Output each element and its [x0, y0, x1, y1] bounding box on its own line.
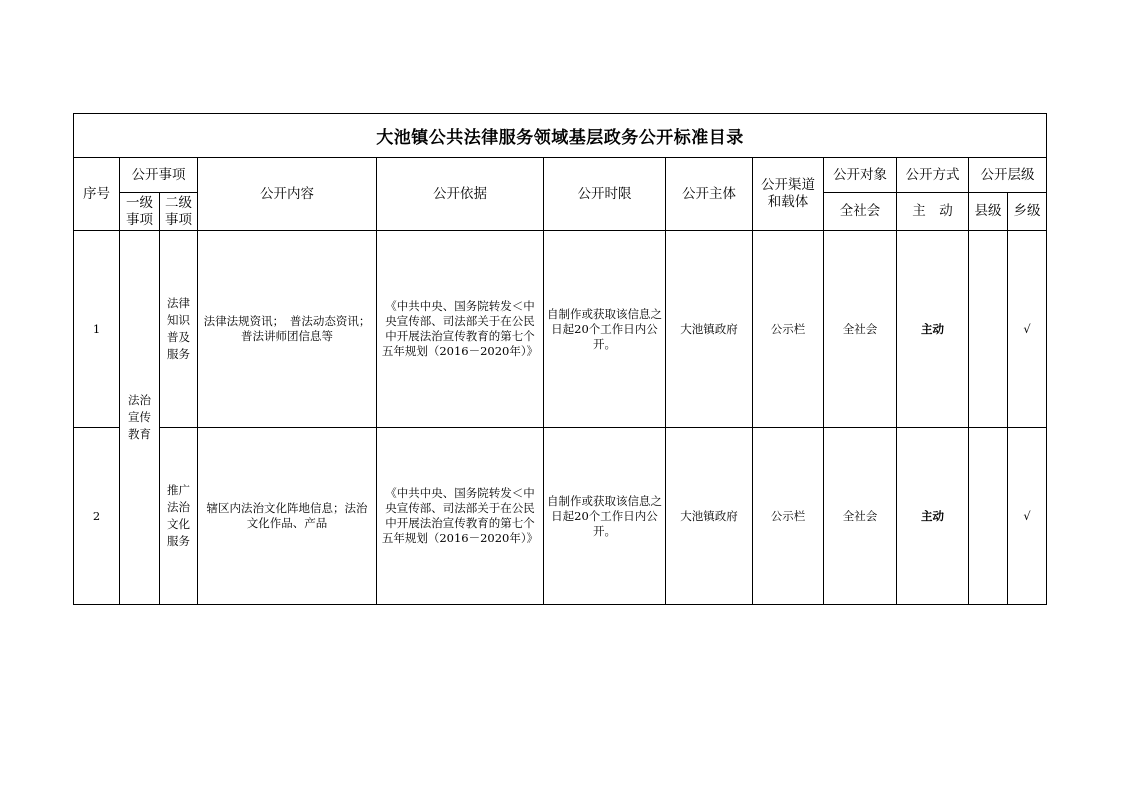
- header-target: 公开对象: [824, 158, 897, 193]
- row-time-limit: 自制作或获取该信息之日起20个工作日内公开。: [544, 231, 666, 428]
- row-basis: 《中共中央、国务院转发＜中央宣传部、司法部关于在公民中开展法治宣传教育的第七个五年规划（2016－2020年）》: [377, 428, 544, 605]
- header-level2: 二级事项: [160, 193, 198, 231]
- header-seq: 序号: [74, 158, 120, 231]
- row-time-limit: 自制作或获取该信息之日起20个工作日内公开。: [544, 428, 666, 605]
- row-subject: 大池镇政府: [666, 428, 753, 605]
- row-channel: 公示栏: [753, 428, 824, 605]
- row-basis: 《中共中央、国务院转发＜中央宣传部、司法部关于在公民中开展法治宣传教育的第七个五年规划（2016－2020年）》: [377, 231, 544, 428]
- header-level1: 一级事项: [120, 193, 160, 231]
- row-target: 全社会: [824, 428, 897, 605]
- header-method-active: 主 动: [897, 193, 969, 231]
- header-town: 乡级: [1008, 193, 1047, 231]
- row-channel: 公示栏: [753, 231, 824, 428]
- row-level2: 推广法治文化服务: [160, 428, 198, 605]
- header-level: 公开层级: [969, 158, 1047, 193]
- row-level2: 法律知识普及服务: [160, 231, 198, 428]
- header-time-limit: 公开时限: [544, 158, 666, 231]
- row-content: 法律法规资讯； 普法动态资讯；普法讲师团信息等: [198, 231, 377, 428]
- header-subject: 公开主体: [666, 158, 753, 231]
- row-target: 全社会: [824, 231, 897, 428]
- row-county: [969, 428, 1008, 605]
- header-county: 县级: [969, 193, 1008, 231]
- header-method: 公开方式: [897, 158, 969, 193]
- header-public-item: 公开事项: [120, 158, 198, 193]
- catalog-document: [73, 113, 1047, 605]
- row-county: [969, 231, 1008, 428]
- row-seq: 2: [74, 428, 120, 605]
- row-town: √: [1008, 231, 1047, 428]
- header-target-all: 全社会: [824, 193, 897, 231]
- row-town: √: [1008, 428, 1047, 605]
- row-subject: 大池镇政府: [666, 231, 753, 428]
- page-title: 大池镇公共法律服务领域基层政务公开标准目录: [74, 114, 1047, 158]
- table-row: [74, 428, 1047, 605]
- row-method: 主动: [897, 428, 969, 605]
- row-seq: 1: [74, 231, 120, 428]
- row-content: 辖区内法治文化阵地信息；法治文化作品、产品: [198, 428, 377, 605]
- table-row: [74, 231, 1047, 428]
- header-content: 公开内容: [198, 158, 377, 231]
- catalog-table: [73, 113, 1047, 605]
- row-method: 主动: [897, 231, 969, 428]
- header-basis: 公开依据: [377, 158, 544, 231]
- header-channel: 公开渠道和载体: [753, 158, 824, 231]
- category-cell: 法治宣传教育: [120, 231, 160, 605]
